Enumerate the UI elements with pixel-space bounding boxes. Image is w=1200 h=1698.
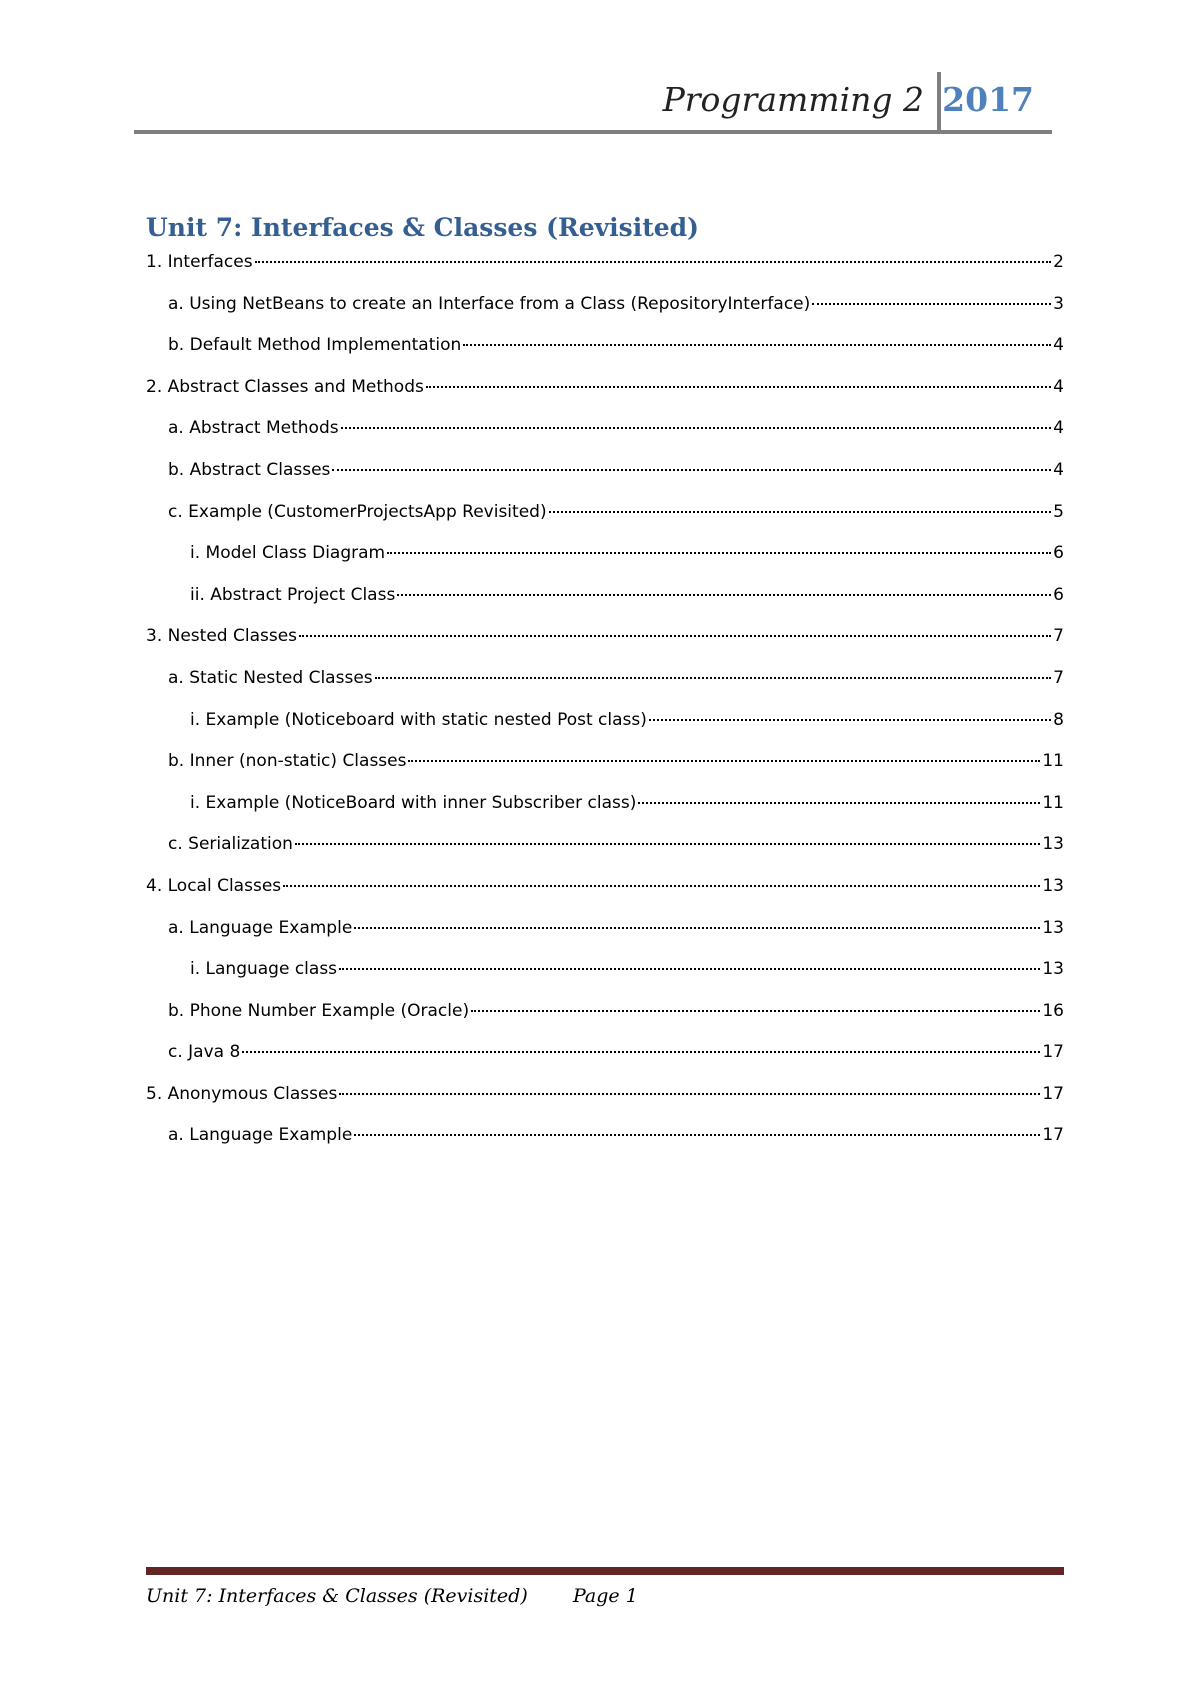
toc-entry[interactable] — [146, 751, 1064, 793]
toc-entry-page: 6 — [1053, 584, 1064, 605]
toc-entry-page: 4 — [1053, 418, 1064, 439]
toc-entry-page: 17 — [1042, 1042, 1064, 1063]
toc-entry-page: 7 — [1053, 626, 1064, 647]
toc-entry[interactable] — [146, 460, 1064, 502]
toc-dot-leader — [408, 760, 1040, 762]
toc-entry-label: i. Example (Noticeboard with static nested Post class) — [190, 709, 647, 730]
toc-dot-leader — [549, 511, 1052, 513]
toc-dot-leader — [638, 802, 1040, 804]
footer-title: Unit 7: Interfaces & Classes (Revisited) — [146, 1585, 528, 1607]
toc-entry-page: 7 — [1053, 667, 1064, 688]
toc-entry-page: 4 — [1053, 335, 1064, 356]
toc-entry-page: 13 — [1042, 834, 1064, 855]
toc-entry[interactable] — [146, 1042, 1064, 1084]
toc-dot-leader — [649, 719, 1051, 721]
toc-entry[interactable] — [146, 502, 1064, 544]
toc-entry-label: i. Language class — [190, 959, 338, 980]
toc-entry-page: 16 — [1042, 1000, 1064, 1021]
toc-entry[interactable] — [146, 585, 1064, 627]
toc-entry-page: 17 — [1042, 1083, 1064, 1104]
toc-entry-label: 5. Anonymous Classes — [146, 1083, 338, 1104]
toc-entry[interactable] — [146, 418, 1064, 460]
toc-entry[interactable] — [146, 377, 1064, 419]
toc-entry[interactable] — [146, 834, 1064, 876]
toc-dot-leader — [339, 968, 1040, 970]
toc-entry-label: 2. Abstract Classes and Methods — [146, 376, 424, 397]
toc-entry-page: 11 — [1042, 792, 1064, 813]
toc-entry-page: 5 — [1053, 501, 1064, 522]
toc-entry-label: c. Java 8 — [168, 1042, 241, 1063]
toc-entry-label: a. Static Nested Classes — [168, 667, 373, 688]
toc-dot-leader — [463, 344, 1051, 346]
toc-dot-leader — [812, 303, 1051, 305]
toc-entry-page: 8 — [1053, 709, 1064, 730]
toc-entry[interactable] — [146, 876, 1064, 918]
toc-entry-label: b. Phone Number Example (Oracle) — [168, 1000, 470, 1021]
page-header — [134, 72, 1052, 134]
toc-entry-page: 4 — [1053, 376, 1064, 397]
toc-entry-label: a. Language Example — [168, 917, 353, 938]
toc-entry[interactable] — [146, 1125, 1064, 1167]
toc-entry-label: b. Abstract Classes — [168, 459, 331, 480]
toc-entry-label: c. Serialization — [168, 834, 293, 855]
toc-entry-page: 6 — [1053, 543, 1064, 564]
footer-page-number: Page 1 — [573, 1585, 638, 1607]
toc-dot-leader — [255, 261, 1052, 263]
toc-dot-leader — [354, 927, 1040, 929]
header-title: Programming 2 — [662, 80, 924, 119]
toc-entry[interactable] — [146, 626, 1064, 668]
toc-entry-label: 1. Interfaces — [146, 252, 253, 272]
footer-rule — [146, 1567, 1064, 1575]
toc-list — [146, 252, 1064, 1167]
toc-dot-leader — [426, 386, 1051, 388]
toc-dot-leader — [375, 677, 1052, 679]
table-of-contents — [146, 210, 1064, 1167]
toc-entry-page: 13 — [1042, 917, 1064, 938]
toc-entry-page: 2 — [1053, 252, 1064, 272]
toc-entry[interactable] — [146, 793, 1064, 835]
toc-entry-label: 4. Local Classes — [146, 875, 282, 896]
toc-dot-leader — [295, 843, 1040, 845]
toc-dot-leader — [341, 427, 1052, 429]
toc-dot-leader — [471, 1010, 1040, 1012]
toc-dot-leader — [339, 1093, 1040, 1095]
header-rule — [134, 130, 1052, 134]
toc-entry[interactable] — [146, 1001, 1064, 1043]
toc-entry-page: 3 — [1053, 293, 1064, 314]
toc-entry-label: b. Inner (non-static) Classes — [168, 751, 407, 772]
toc-entry-page: 11 — [1042, 751, 1064, 772]
toc-entry-label: a. Abstract Methods — [168, 418, 339, 439]
toc-entry-page: 4 — [1053, 459, 1064, 480]
toc-dot-leader — [332, 469, 1051, 471]
toc-entry[interactable] — [146, 294, 1064, 336]
toc-entry-label: i. Model Class Diagram — [190, 543, 386, 564]
header-year: 2017 — [942, 80, 1034, 119]
toc-dot-leader — [242, 1051, 1040, 1053]
toc-dot-leader — [299, 635, 1051, 637]
toc-entry[interactable] — [146, 710, 1064, 752]
toc-dot-leader — [387, 552, 1051, 554]
toc-entry-label: a. Language Example — [168, 1125, 353, 1146]
toc-entry-page: 13 — [1042, 875, 1064, 896]
toc-heading: Unit 7: Interfaces & Classes (Revisited) — [146, 213, 699, 242]
toc-entry[interactable] — [146, 918, 1064, 960]
toc-entry[interactable] — [146, 252, 1064, 294]
toc-dot-leader — [283, 885, 1040, 887]
toc-entry[interactable] — [146, 335, 1064, 377]
toc-entry[interactable] — [146, 668, 1064, 710]
toc-dot-leader — [397, 594, 1051, 596]
toc-entry-label: 3. Nested Classes — [146, 626, 298, 647]
toc-entry[interactable] — [146, 959, 1064, 1001]
toc-entry-label: a. Using NetBeans to create an Interface from a Class (RepositoryInterface) — [168, 293, 811, 314]
toc-entry-label: c. Example (CustomerProjectsApp Revisited) — [168, 501, 547, 522]
toc-entry-page: 17 — [1042, 1125, 1064, 1146]
toc-entry[interactable] — [146, 543, 1064, 585]
toc-dot-leader — [354, 1134, 1040, 1136]
toc-entry-label: i. Example (NoticeBoard with inner Subscriber class) — [190, 792, 637, 813]
toc-entry[interactable] — [146, 1084, 1064, 1126]
toc-entry-page: 13 — [1042, 959, 1064, 980]
toc-entry-label: b. Default Method Implementation — [168, 335, 462, 356]
header-divider — [937, 72, 941, 134]
toc-entry-label: ii. Abstract Project Class — [190, 584, 396, 605]
